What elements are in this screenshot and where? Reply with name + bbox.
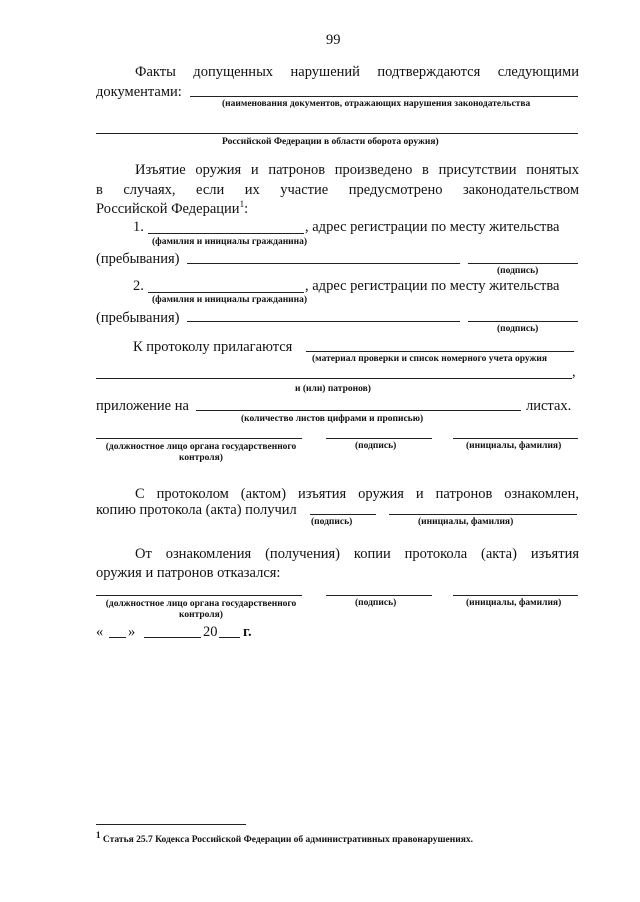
date-open-quote: « [96,624,104,640]
date-day-field[interactable] [109,637,126,638]
attached-caption-2: и (или) патронов) [295,384,371,394]
witness-1-name-caption: (фамилия и инициалы гражданина) [152,237,308,247]
sig2-name-field[interactable] [453,595,578,596]
acquainted-name-caption: (инициалы, фамилия) [418,517,514,527]
witness-1-sign-caption: (подпись) [497,266,539,276]
attached-text: К протоколу прилагаются [133,339,293,355]
acquainted-sign-caption: (подпись) [311,517,353,527]
facts-prefix: документами: [96,84,182,100]
facts-documents-field[interactable] [190,96,578,97]
footnote-text-mark: 1 [96,830,101,840]
sig2-official-caption: (должностное лицо органа государственного контроля) [105,599,297,620]
date-year-prefix: 20 [203,624,218,640]
witness-1-number: 1. [133,219,144,235]
witness-2-name-field[interactable] [148,292,304,293]
witness-1-address-field[interactable] [187,263,460,264]
date-year-field[interactable] [219,637,240,638]
sig1-name-field[interactable] [453,438,578,439]
seizure-line-1: Изъятие оружия и патронов произведено в присутствии понятых [135,162,579,178]
witness-1-sign-field[interactable] [468,263,578,264]
footnote-text: Статья 25.7 Кодекса Российской Федерации об административных правонарушениях. [102,835,473,846]
attached-caption-3: (количество листов цифрами и прописью) [241,414,424,424]
sig1-official-field[interactable] [96,438,302,439]
witness-2-sign-caption: (подпись) [497,324,539,334]
footnote-separator [96,824,246,825]
attached-comma: , [572,364,576,380]
sig2-name-caption: (инициалы, фамилия) [466,598,562,608]
witness-1-stay-text: (пребывания) [96,251,180,267]
acquainted-name-field[interactable] [389,514,577,515]
facts-documents-field-2[interactable] [96,133,578,134]
witness-1-name-field[interactable] [148,233,304,234]
sig1-sign-field[interactable] [326,438,432,439]
page-number: 99 [326,32,341,48]
sheets-text: листах. [526,398,572,414]
seizure-line-2: в случаях, если их участие предусмотрено законодательством [96,182,579,198]
facts-caption-2: Российской Федерации в области оборота оружия) [222,137,439,147]
sig1-name-caption: (инициалы, фамилия) [466,441,562,451]
date-month-field[interactable] [144,637,201,638]
sig2-sign-field[interactable] [326,595,432,596]
sig2-official-field[interactable] [96,595,302,596]
appendix-sheets-field[interactable] [196,410,521,411]
sig1-official-caption: (должностное лицо органа государственного контроля) [105,442,297,463]
facts-caption-1: (наименования документов, отражающих нарушения законодательства [222,99,531,109]
witness-2-sign-field[interactable] [468,321,578,322]
refused-line-1: От ознакомления (получения) копии протокола (акта) изъятия [135,546,579,562]
date-suffix: г. [243,624,252,640]
footnote [96,830,473,846]
witness-2-number: 2. [133,278,144,294]
date-close-quote: » [128,624,136,640]
appendix-text: приложение на [96,398,189,414]
witness-1-address-text: , адрес регистрации по месту жительства [305,219,560,235]
acquainted-line-2: копию протокола (акта) получил [96,502,297,518]
refused-line-2: оружия и патронов отказался: [96,565,281,581]
sig1-sign-caption: (подпись) [355,441,397,451]
acquainted-line-1: С протоколом (актом) изъятия оружия и патронов ознакомлен, [135,486,579,502]
sig2-sign-caption: (подпись) [355,598,397,608]
witness-2-stay-text: (пребывания) [96,310,180,326]
seizure-line-3: Российской Федерации$^1$: [96,199,249,217]
footnote-mark: 1 [239,199,245,210]
facts-line-1: Факты допущенных нарушений подтверждаются следующими [135,64,579,80]
attached-materials-field-2[interactable] [96,378,572,379]
witness-2-address-field[interactable] [187,321,460,322]
witness-2-name-caption: (фамилия и инициалы гражданина) [152,295,308,305]
attached-caption-1: (материал проверки и список номерного учета оружия [312,354,548,364]
attached-materials-field[interactable] [306,351,574,352]
acquainted-sign-field[interactable] [310,514,376,515]
witness-2-address-text: , адрес регистрации по месту жительства [305,278,560,294]
